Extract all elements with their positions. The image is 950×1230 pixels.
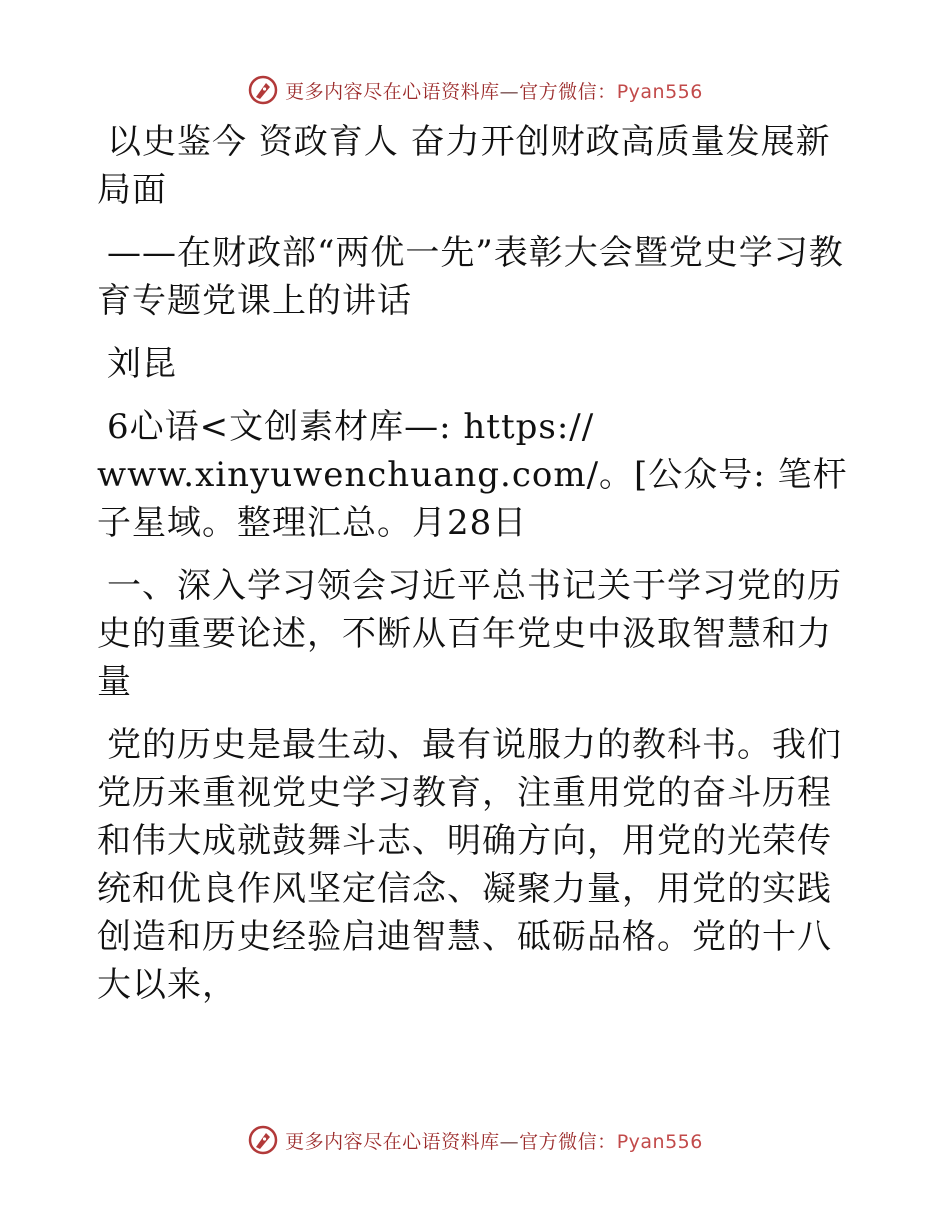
source-line-2: www.xinyuwenchuang.com/。[公众号: 笔杆子星域。整理汇总。月28日	[97, 455, 848, 543]
banner-main-text: 更多内容尽在心语资料库	[285, 80, 500, 103]
pen-nib-circle-icon	[247, 1124, 279, 1156]
banner-separator: —	[499, 80, 520, 103]
banner-wechat-label: 官方微信：	[519, 1130, 617, 1153]
banner-text	[285, 1127, 703, 1154]
document-title: 以史鉴今 资政育人 奋力开创财政高质量发展新局面	[97, 122, 831, 210]
source-line-1: 6心语<文创素材库—: https://	[107, 407, 595, 447]
document-subtitle: ——在财政部“两优一先”表彰大会暨党史学习教育专题党课上的讲话	[97, 233, 844, 321]
document-author: 刘昆	[107, 344, 177, 384]
body-paragraph: 党的历史是最生动、最有说服力的教科书。我们党历来重视党史学习教育，注重用党的奋斗历程和伟大成就鼓舞斗志、明确方向，用党的光荣传统和优良作风坚定信念、凝聚力量，用党的实践创造和历史经验启迪智慧、砥砺品格。党的十八大以来，	[97, 725, 842, 1005]
document-source	[97, 403, 857, 547]
pen-nib-circle-icon	[247, 74, 279, 106]
header-banner	[0, 70, 950, 110]
banner-wechat-id: Pyan556	[616, 80, 703, 103]
banner-main-text: 更多内容尽在心语资料库	[285, 1130, 500, 1153]
banner-text	[285, 77, 703, 104]
banner-separator: —	[499, 1130, 520, 1153]
footer-banner	[0, 1120, 950, 1160]
section-heading: 一、深入学习领会习近平总书记关于学习党的历史的重要论述，不断从百年党史中汲取智慧和力量	[97, 566, 842, 702]
document-body	[97, 118, 857, 1024]
banner-wechat-label: 官方微信：	[519, 80, 617, 103]
banner-wechat-id: Pyan556	[616, 1130, 703, 1153]
